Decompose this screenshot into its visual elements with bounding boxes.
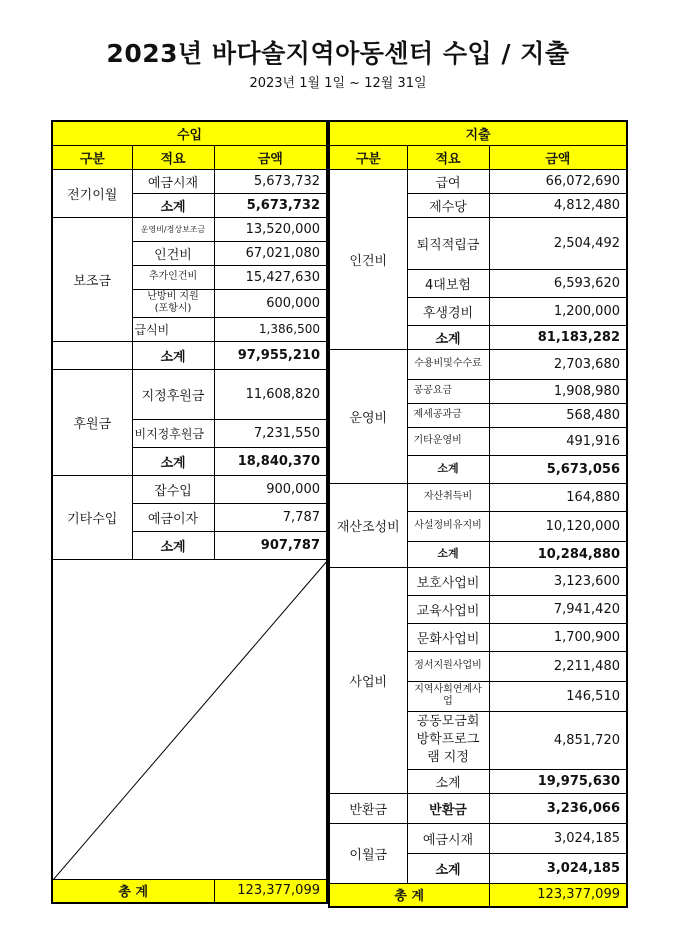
expense-item-amount: 1,908,980 (489, 379, 627, 403)
income-item-amount: 11,608,820 (214, 369, 327, 419)
expense-item-amount: 146,510 (489, 681, 627, 711)
expense-category: 재산조성비 (329, 483, 407, 567)
expense-subtotal-label: 소계 (407, 853, 489, 883)
expense-item-amount: 4,851,720 (489, 711, 627, 769)
expense-category: 사업비 (329, 567, 407, 793)
income-item-amount: 1,386,500 (214, 317, 327, 341)
expense-col-amount: 금액 (489, 145, 627, 169)
income-subtotal-label: 소계 (132, 531, 214, 559)
income-item-name: 난방비 지원 (포항시) (132, 289, 214, 317)
income-category: 기타수입 (52, 475, 132, 559)
expense-table (328, 120, 628, 908)
expense-item-name: 수용비및수수료 (407, 349, 489, 379)
expense-item-name: 퇴직적립금 (407, 217, 489, 269)
income-category-spacer (52, 341, 132, 369)
expense-col-item: 적요 (407, 145, 489, 169)
expense-item-name: 보호사업비 (407, 567, 489, 595)
expense-item-name: 후생경비 (407, 297, 489, 325)
expense-item-amount: 3,236,066 (489, 793, 627, 823)
expense-category: 반환금 (329, 793, 407, 823)
expense-item-amount: 10,120,000 (489, 511, 627, 541)
expense-item-name: 반환금 (407, 793, 489, 823)
income-subtotal-label: 소계 (132, 447, 214, 475)
income-item-name: 추가인건비 (132, 265, 214, 289)
expense-total: 123,377,099 (489, 883, 627, 907)
income-subtotal: 907,787 (214, 531, 327, 559)
expense-item-name: 지역사회연계사업 (407, 681, 489, 711)
expense-item-name: 교육사업비 (407, 595, 489, 623)
expense-item-amount: 1,200,000 (489, 297, 627, 325)
expense-subtotal-label: 소계 (407, 541, 489, 567)
income-total-label: 총 계 (52, 879, 214, 903)
income-subtotal-label: 소계 (132, 193, 214, 217)
income-table (51, 120, 328, 904)
expense-header: 지출 (329, 121, 627, 145)
expense-item-name: 공공요금 (407, 379, 489, 403)
expense-item-name: 4대보험 (407, 269, 489, 297)
expense-category: 운영비 (329, 349, 407, 483)
expense-item-amount: 4,812,480 (489, 193, 627, 217)
expense-item-name: 제세공과금 (407, 403, 489, 427)
period-subtitle: 2023년 1월 1일 ~ 12월 31일 (249, 76, 427, 91)
diagonal-stroke (53, 560, 327, 880)
income-item-amount: 600,000 (214, 289, 327, 317)
expense-subtotal: 19,975,630 (489, 769, 627, 793)
expense-subtotal: 5,673,056 (489, 455, 627, 483)
expense-item-amount: 66,072,690 (489, 169, 627, 193)
expense-category: 인건비 (329, 169, 407, 349)
expense-item-name: 공동모금회 방학프로그램 지정 (407, 711, 489, 769)
income-item-amount: 13,520,000 (214, 217, 327, 241)
expense-item-amount: 6,593,620 (489, 269, 627, 297)
expense-item-amount: 2,504,492 (489, 217, 627, 269)
income-header: 수입 (52, 121, 327, 145)
income-item-name: 운영비/경상보조금 (132, 217, 214, 241)
expense-subtotal-label: 소계 (407, 325, 489, 349)
income-item-amount: 900,000 (214, 475, 327, 503)
expense-item-name: 문화사업비 (407, 623, 489, 651)
expense-item-name: 기타운영비 (407, 427, 489, 455)
expense-item-amount: 491,916 (489, 427, 627, 455)
income-category: 후원금 (52, 369, 132, 475)
income-item-amount: 5,673,732 (214, 169, 327, 193)
income-item-amount: 15,427,630 (214, 265, 327, 289)
expense-item-amount: 3,024,185 (489, 823, 627, 853)
income-total: 123,377,099 (214, 879, 327, 903)
income-item-amount: 7,787 (214, 503, 327, 531)
income-item-name: 비지정후원금 (132, 419, 214, 447)
empty-diagonal-cell (52, 559, 327, 879)
income-col-amount: 금액 (214, 145, 327, 169)
income-category: 보조금 (52, 217, 132, 341)
income-item-name: 급식비 (132, 317, 214, 341)
expense-category: 이월금 (329, 823, 407, 883)
expense-item-amount: 164,880 (489, 483, 627, 511)
income-subtotal: 97,955,210 (214, 341, 327, 369)
expense-item-name: 사설정비유지비 (407, 511, 489, 541)
income-col-item: 적요 (132, 145, 214, 169)
page-title: 2023년 바다솔지역아동센터 수입 / 지출 (106, 39, 570, 68)
income-item-name: 지정후원금 (132, 369, 214, 419)
diagonal-line (53, 560, 327, 880)
expense-subtotal-label: 소계 (407, 455, 489, 483)
expense-col-category: 구분 (329, 145, 407, 169)
income-subtotal-label: 소계 (132, 341, 214, 369)
expense-item-amount: 2,211,480 (489, 651, 627, 681)
expense-total-label: 총 계 (329, 883, 489, 907)
income-item-name: 예금시재 (132, 169, 214, 193)
income-col-category: 구분 (52, 145, 132, 169)
expense-subtotal-label: 소계 (407, 769, 489, 793)
income-item-name: 인건비 (132, 241, 214, 265)
expense-item-name: 정서지원사업비 (407, 651, 489, 681)
expense-subtotal: 10,284,880 (489, 541, 627, 567)
income-item-name: 잡수입 (132, 475, 214, 503)
income-item-amount: 67,021,080 (214, 241, 327, 265)
expense-item-name: 급여 (407, 169, 489, 193)
expense-item-amount: 7,941,420 (489, 595, 627, 623)
income-item-name: 예금이자 (132, 503, 214, 531)
income-subtotal: 5,673,732 (214, 193, 327, 217)
expense-item-name: 예금시재 (407, 823, 489, 853)
expense-subtotal: 3,024,185 (489, 853, 627, 883)
expense-item-amount: 2,703,680 (489, 349, 627, 379)
expense-item-name: 제수당 (407, 193, 489, 217)
expense-item-amount: 1,700,900 (489, 623, 627, 651)
income-category: 전기이월 (52, 169, 132, 217)
income-item-amount: 7,231,550 (214, 419, 327, 447)
expense-item-name: 자산취득비 (407, 483, 489, 511)
expense-item-amount: 568,480 (489, 403, 627, 427)
income-subtotal: 18,840,370 (214, 447, 327, 475)
expense-item-amount: 3,123,600 (489, 567, 627, 595)
expense-subtotal: 81,183,282 (489, 325, 627, 349)
